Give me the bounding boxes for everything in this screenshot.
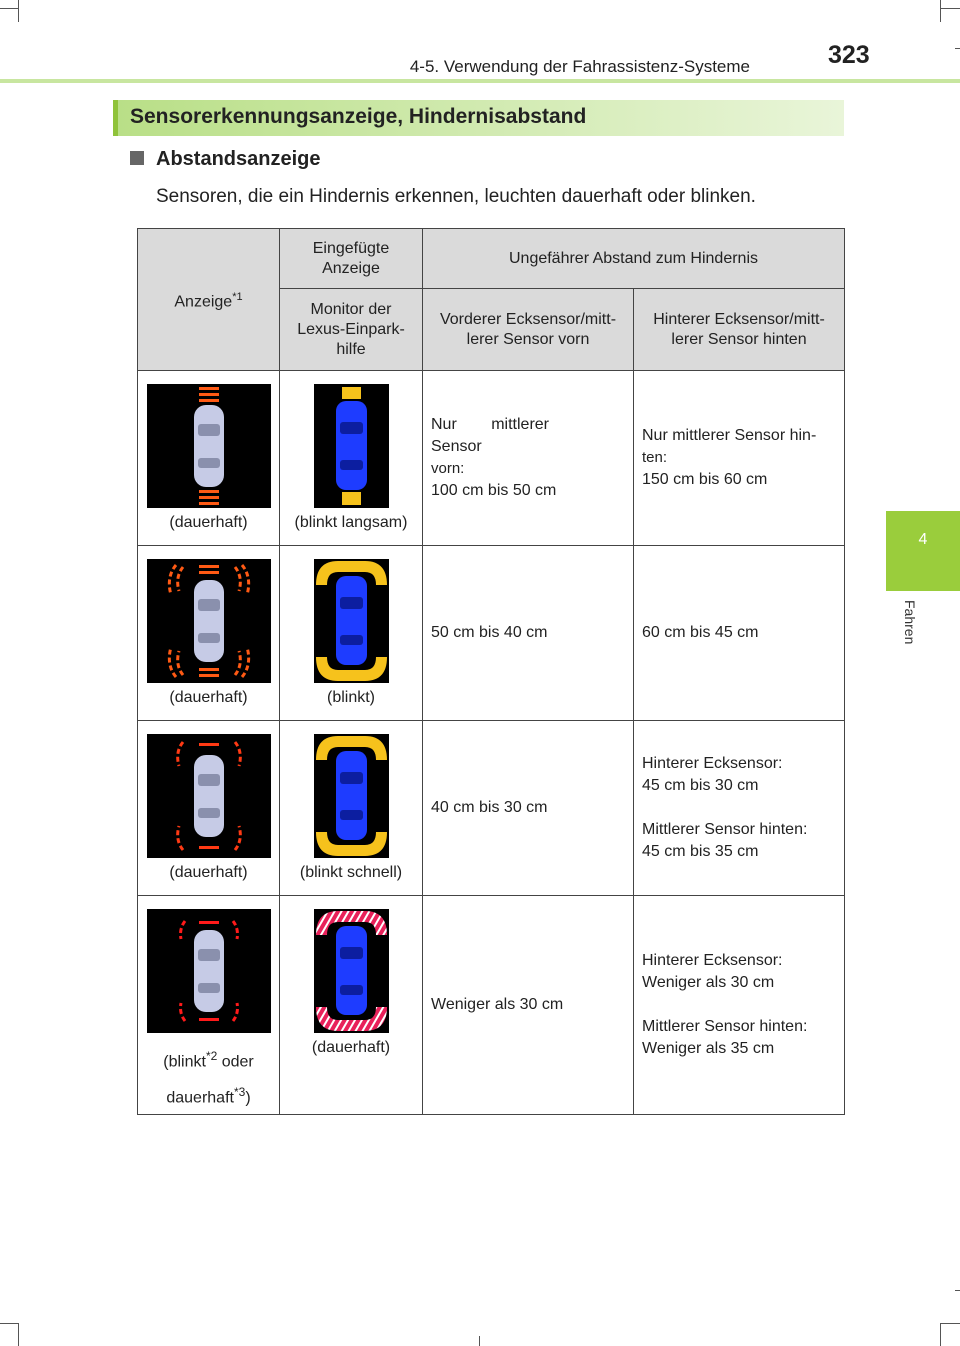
crop-mark	[940, 8, 960, 9]
crop-mark	[18, 1323, 19, 1346]
table-row	[138, 721, 845, 896]
square-bullet-icon	[130, 151, 144, 165]
header-anzeige: Anzeige$^{*1}$	[138, 229, 280, 371]
header-vorne: Vorderer Ecksensor/mitt- lerer Sensor vorn	[423, 289, 634, 371]
display-cell	[138, 546, 280, 721]
table-row	[138, 896, 845, 1115]
monitor-display-image	[314, 909, 389, 1033]
table-row	[138, 546, 845, 721]
monitor-display-image	[314, 384, 389, 508]
crop-mark	[955, 1290, 960, 1291]
crop-mark	[955, 48, 960, 49]
crop-mark	[940, 1323, 941, 1346]
crop-mark	[0, 1323, 18, 1324]
front-distance-cell: 40 cm bis 30 cm	[423, 721, 634, 896]
front-distance-cell: 50 cm bis 40 cm	[423, 546, 634, 721]
display-cell	[138, 896, 280, 1115]
intro-text: Sensoren, die ein Hindernis erkennen, leuchten dauerhaft oder blinken.	[156, 186, 756, 207]
table-row	[138, 371, 845, 546]
rear-distance-cell: 60 cm bis 45 cm	[634, 546, 845, 721]
front-distance-cell: Weniger als 30 cm	[423, 896, 634, 1115]
header-eingefuegte-anzeige: Eingefügte Anzeige	[280, 229, 423, 289]
display-caption: (dauerhaft)	[169, 864, 248, 881]
section-title: 4-5. Verwendung der Fahrassistenz-Systeme	[409, 57, 750, 76]
monitor-caption: (dauerhaft)	[311, 1039, 391, 1056]
sensor-display-image	[147, 384, 271, 508]
header-abstand: Ungefährer Abstand zum Hindernis	[423, 229, 845, 289]
header-monitor: Monitor der Lexus-Einpark- hilfe	[280, 289, 423, 371]
sensor-display-image	[147, 909, 271, 1033]
monitor-caption: (blinkt)	[326, 689, 375, 706]
display-caption: (blinkt$^{*2}$ oder dauerhaft$^{*3}$)	[163, 1049, 254, 1107]
monitor-cell	[280, 896, 423, 1115]
sensor-display-image	[147, 559, 271, 683]
crop-mark	[940, 0, 941, 22]
display-cell	[138, 721, 280, 896]
distance-table	[137, 228, 845, 1115]
crop-mark	[18, 0, 19, 22]
rear-distance-cell: Nur mittlerer Sensor hin- ten: 150 cm bis 60 cm	[634, 371, 845, 546]
rear-distance-cell: Hinterer Ecksensor: 45 cm bis 30 cm Mittlerer Sensor hinten: 45 cm bis 35 cm	[634, 721, 845, 896]
monitor-cell	[280, 371, 423, 546]
rear-distance-cell: Hinterer Ecksensor: Weniger als 30 cm Mittlerer Sensor hinten: Weniger als 35 cm	[634, 896, 845, 1115]
chapter-label	[880, 600, 926, 660]
subsection-heading	[130, 148, 320, 171]
subsection-title: Abstandsanzeige	[156, 148, 321, 170]
sensor-display-image	[147, 734, 271, 858]
page-number: 323	[828, 41, 870, 69]
display-cell	[138, 371, 280, 546]
monitor-display-image	[314, 559, 389, 683]
monitor-caption: (blinkt schnell)	[299, 864, 403, 881]
header-rule	[0, 79, 960, 83]
crop-mark	[0, 8, 18, 9]
chapter-number: 4	[918, 531, 928, 548]
crop-mark	[940, 1323, 960, 1324]
display-caption: (dauerhaft)	[169, 689, 248, 706]
chapter-tab[interactable]	[886, 511, 960, 591]
section-banner	[113, 100, 844, 136]
display-caption: (dauerhaft)	[169, 514, 248, 531]
monitor-cell	[280, 721, 423, 896]
monitor-display-image	[314, 734, 389, 858]
banner-title: Sensorerkennungsanzeige, Hindernisabstand	[130, 105, 587, 128]
front-distance-cell: Nur mittlerer Sensor vorn: 100 cm bis 50 cm	[423, 371, 634, 546]
monitor-cell	[280, 546, 423, 721]
crop-mark	[479, 1336, 480, 1346]
chapter-label-text: Fahren	[902, 600, 918, 645]
monitor-caption: (blinkt langsam)	[294, 514, 408, 531]
header-hinten: Hinterer Ecksensor/mitt- lerer Sensor hinten	[634, 289, 845, 371]
